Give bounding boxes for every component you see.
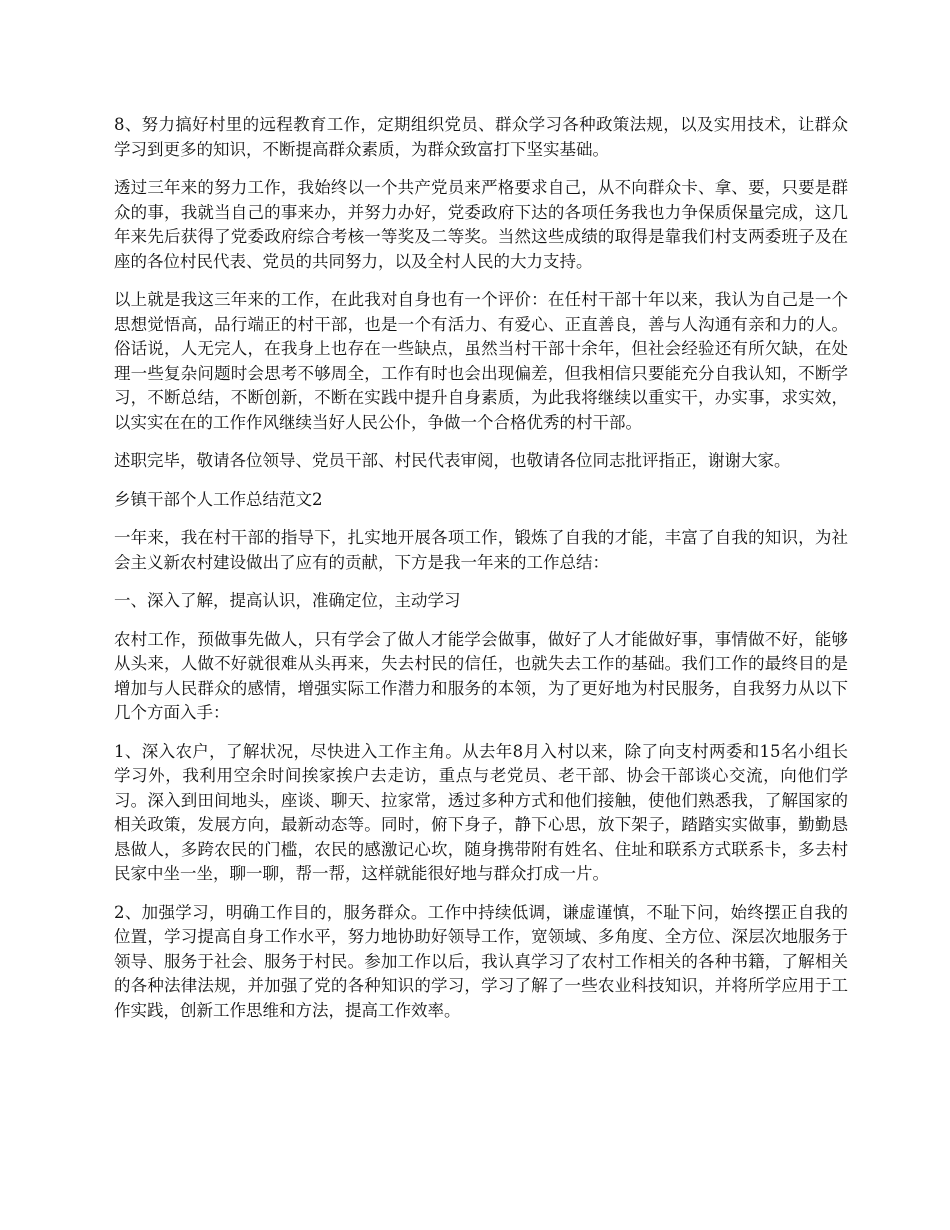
document-body bbox=[114, 113, 848, 1037]
paragraph-intro: 一年来，我在村干部的指导下，扎实地开展各项工作，锻炼了自我的才能，丰富了自我的知识，为社会主义新农村建设做出了应有的贡献，下方是我一年来的工作总结： bbox=[114, 528, 848, 572]
paragraph-point-1: 1、深入农户，了解状况，尽快进入工作主角。从去年8月入村以来，除了向支村两委和15名小组长学习外，我利用空余时间挨家挨户去走访，重点与老党员、老干部、协会干部谈心交流，向他们学习。深入到田间地头，座谈、聊天、拉家常，透过多种方式和他们接触，使他们熟悉我，了解国家的相关政策，发展方向，最新动态等。同时，俯下身子，静下心思，放下架子，踏踏实实做事，勤勤恳恳做人，多跨农民的门槛，农民的感激记心坎，随身携带附有姓名、住址和联系方式联系卡，多去村民家中坐一坐，聊一聊，帮一帮，这样就能很好地与群众打成一片。 bbox=[114, 741, 848, 883]
paragraph-self-evaluation: 以上就是我这三年来的工作，在此我对自身也有一个评价：在任村干部十年以来，我认为自己是一个思想觉悟高，品行端正的村干部，也是一个有活力、有爱心、正直善良，善与人沟通有亲和力的人。俗话说，人无完人，在我身上也存在一些缺点，虽然当村干部十余年，但社会经验还有所欠缺，在处理一些复杂问题时会思考不够周全，工作有时也会出现偏差，但我相信只要能充分自我认知，不断学习，不断总结，不断创新，不断在实践中提升自身素质，为此我将继续以重实干，办实事，求实效，以实实在在的工作作风继续当好人民公仆，争做一个合格优秀的村干部。 bbox=[114, 290, 848, 432]
paragraph-item-8: 8、努力搞好村里的远程教育工作，定期组织党员、群众学习各种政策法规，以及实用技术，让群众学习到更多的知识，不断提高群众素质，为群众致富打下坚实基础。 bbox=[114, 115, 848, 159]
section-heading: 乡镇干部个人工作总结范文2 bbox=[114, 489, 323, 509]
paragraph-rural-work: 农村工作，预做事先做人，只有学会了做人才能学会做事，做好了人才能做好事，事情做不好，能够从头来，人做不好就很难从头再来，失去村民的信任，也就失去工作的基础。我们工作的最终目的是增加与人民群众的感情，增强实际工作潜力和服务的本领，为了更好地为村民服务，自我努力从以下几个方面入手： bbox=[114, 629, 848, 722]
paragraph-achievements: 透过三年来的努力工作，我始终以一个共产党员来严格要求自己，从不向群众卡、拿、要，只要是群众的事，我就当自己的事来办，并努力办好，党委政府下达的各项任务我也力争保质保量完成，这几年来先后获得了党委政府综合考核一等奖及二等奖。当然这些成绩的取得是靠我们村支两委班子及在座的各位村民代表、党员的共同努力，以及全村人民的大力支持。 bbox=[114, 178, 848, 271]
paragraph-closing: 述职完毕，敬请各位领导、党员干部、村民代表审阅，也敬请各位同志批评指正，谢谢大家。 bbox=[114, 451, 791, 470]
paragraph-point-2: 2、加强学习，明确工作目的，服务群众。工作中持续低调，谦虚谨慎，不耻下问，始终摆正自我的位置，学习提高自身工作水平，努力地协助好领导工作，宽领域、多角度、全方位、深层次地服务于领导、服务于社会、服务于村民。参加工作以后，我认真学习了农村工作相关的各种书籍，了解相关的各种法律法规，并加强了党的各种知识的学习，学习了解了一些农业科技知识，并将所学应用于工作实践，创新工作思维和方法，提高工作效率。 bbox=[114, 902, 848, 1020]
subheading-one: 一、深入了解，提高认识，准确定位，主动学习 bbox=[114, 591, 461, 610]
